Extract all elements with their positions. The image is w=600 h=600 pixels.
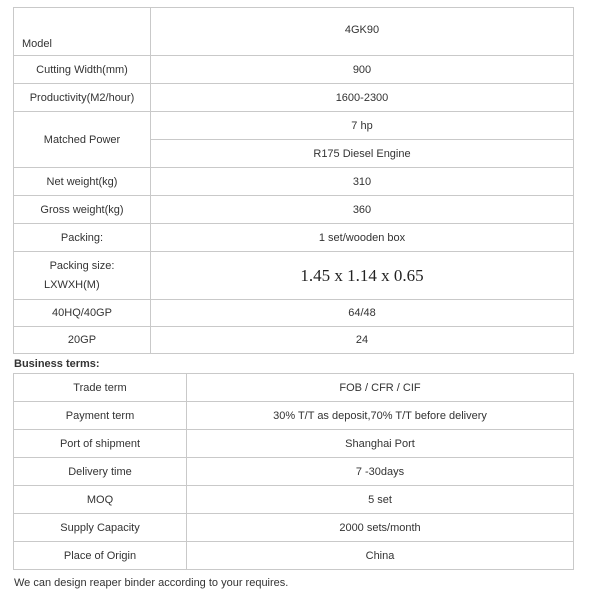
row-20gp [14,327,574,354]
gross-weight-value: 360 [151,196,574,224]
packing-size-value: 1.45 x 1.14 x 0.65 [151,252,574,300]
moq-value: 5 set [187,486,574,514]
trade-term-value: FOB / CFR / CIF [187,374,574,402]
supply-capacity-value: 2000 sets/month [187,514,574,542]
origin-value: China [187,542,574,570]
business-terms-table [13,373,574,570]
table-row [14,514,574,542]
moq-label: MOQ [14,486,187,514]
net-weight-value: 310 [151,168,574,196]
gp20-value: 24 [151,327,574,354]
matched-power-value-2: R175 Diesel Engine [151,140,574,168]
payment-term-label: Payment term [14,402,187,430]
packing-label: Packing: [14,224,151,252]
footnote: We can design reaper binder according to your requires. [14,577,289,589]
table-row [14,430,574,458]
row-packing [14,224,574,252]
table-row [14,374,574,402]
port-label: Port of shipment [14,430,187,458]
packing-size-label-line2: LXWXH(M) [44,279,100,291]
row-productivity [14,84,574,112]
payment-term-value: 30% T/T as deposit,70% T/T before delivery [187,402,574,430]
row-matched-power-1 [14,112,574,140]
row-cutting-width [14,56,574,84]
table-row [14,486,574,514]
delivery-time-value: 7 -30days [187,458,574,486]
table-row [14,402,574,430]
packing-value: 1 set/wooden box [151,224,574,252]
matched-power-label: Matched Power [14,112,151,168]
gp20-label: 20GP [14,327,151,354]
model-label: Model [14,8,151,56]
cutting-width-label: Cutting Width(mm) [14,56,151,84]
row-model [14,8,574,56]
hq-value: 64/48 [151,300,574,327]
port-value: Shanghai Port [187,430,574,458]
row-packing-size [14,252,574,300]
matched-power-value-1: 7 hp [151,112,574,140]
hq-label: 40HQ/40GP [14,300,151,327]
model-value: 4GK90 [151,8,574,56]
origin-label: Place of Origin [14,542,187,570]
productivity-value: 1600-2300 [151,84,574,112]
gross-weight-label: Gross weight(kg) [14,196,151,224]
trade-term-label: Trade term [14,374,187,402]
net-weight-label: Net weight(kg) [14,168,151,196]
business-terms-title: Business terms: [14,358,100,370]
packing-size-label-line1: Packing size: [49,260,115,272]
row-40hq [14,300,574,327]
spec-table [13,7,574,354]
supply-capacity-label: Supply Capacity [14,514,187,542]
row-net-weight [14,168,574,196]
delivery-time-label: Delivery time [14,458,187,486]
table-row [14,458,574,486]
packing-size-label [14,252,151,300]
cutting-width-value: 900 [151,56,574,84]
row-gross-weight [14,196,574,224]
table-row [14,542,574,570]
productivity-label: Productivity(M2/hour) [14,84,151,112]
